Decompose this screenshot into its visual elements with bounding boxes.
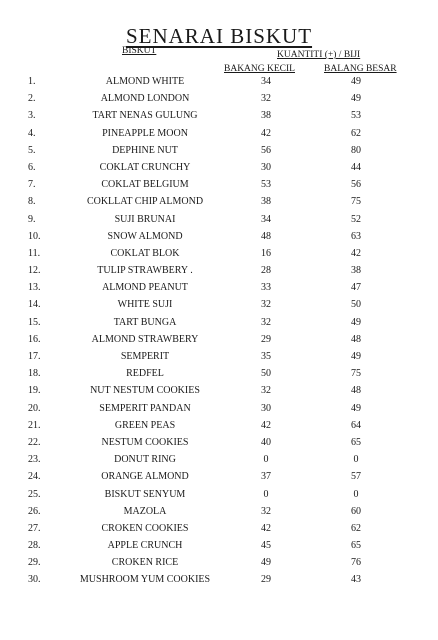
table-row <box>0 125 438 142</box>
table-row <box>0 486 438 503</box>
biscuit-name: APPLE CRUNCH <box>107 540 183 552</box>
quantity-balang-besar: 0 <box>353 454 359 466</box>
biscuit-name: MAZOLA <box>123 505 167 517</box>
row-number: 12. <box>28 265 41 277</box>
quantity-balang-besar: 60 <box>351 505 361 517</box>
quantity-bakang-kecil: 29 <box>261 574 271 586</box>
biscuit-name: TART BUNGA <box>113 316 177 328</box>
biscuit-name: TULIP STRAWBERY . <box>97 265 193 277</box>
row-number: 20. <box>28 402 41 414</box>
row-number: 5. <box>28 144 36 156</box>
table-row <box>0 73 438 90</box>
quantity-bakang-kecil: 45 <box>261 540 271 552</box>
biscuit-name: COKLAT BLOK <box>110 247 180 259</box>
table-row <box>0 348 438 365</box>
row-number: 6. <box>28 161 36 173</box>
row-number: 11. <box>28 247 41 259</box>
quantity-balang-besar: 44 <box>351 161 361 173</box>
quantity-balang-besar: 48 <box>351 333 361 345</box>
quantity-balang-besar: 49 <box>351 351 361 362</box>
quantity-balang-besar: 0 <box>353 488 359 500</box>
quantity-bakang-kecil: 30 <box>261 402 271 414</box>
table-row <box>0 365 438 382</box>
quantity-bakang-kecil: 33 <box>261 282 271 294</box>
row-number: 3. <box>28 110 36 122</box>
biscuit-name: TART NENAS GULUNG <box>92 110 198 122</box>
quantity-balang-besar: 53 <box>351 110 361 122</box>
quantity-bakang-kecil: 53 <box>261 179 271 191</box>
table-row <box>0 245 438 262</box>
quantity-balang-besar: 65 <box>351 436 361 448</box>
row-number: 1. <box>28 76 36 87</box>
quantity-balang-besar: 49 <box>351 402 361 414</box>
row-number: 18. <box>28 368 41 380</box>
table-row <box>0 176 438 193</box>
biscuit-name: ALMOND PEANUT <box>102 282 188 294</box>
quantity-bakang-kecil: 38 <box>261 110 271 122</box>
biscuit-name: REDFEL <box>126 368 164 380</box>
table-row <box>0 314 438 331</box>
table-row <box>0 211 438 228</box>
table-row <box>0 520 438 537</box>
biscuit-name: DONUT RING <box>114 454 176 466</box>
row-number: 27. <box>28 522 41 534</box>
quantity-balang-besar: 52 <box>351 213 361 225</box>
biscuit-name: PINEAPPLE MOON <box>102 127 188 139</box>
quantity-bakang-kecil: 32 <box>261 385 271 397</box>
quantity-bakang-kecil: 56 <box>261 144 271 156</box>
table-row <box>0 434 438 451</box>
quantity-balang-besar: 62 <box>351 127 361 139</box>
quantity-balang-besar: 75 <box>351 196 361 208</box>
quantity-bakang-kecil: 0 <box>263 488 269 500</box>
quantity-bakang-kecil: 49 <box>261 557 271 569</box>
table-row <box>0 142 438 159</box>
biscuit-name: COKLAT BELGIUM <box>101 179 189 191</box>
row-number: 9. <box>28 213 36 225</box>
row-number: 16. <box>28 333 41 345</box>
biscuit-name: COKLAT CRUNCHY <box>99 161 191 173</box>
quantity-balang-besar: 57 <box>351 471 361 483</box>
table-row <box>0 279 438 296</box>
row-number: 7. <box>28 179 36 191</box>
quantity-balang-besar: 64 <box>351 419 361 431</box>
row-number: 19. <box>28 385 41 397</box>
biscuit-name: GREEN PEAS <box>114 419 176 431</box>
row-number: 10. <box>28 230 41 242</box>
quantity-balang-besar: 75 <box>351 368 361 380</box>
row-number: 28. <box>28 540 41 552</box>
table-row <box>0 228 438 245</box>
column-header-kuantiti: KUANTITI (+) / BIJI <box>277 50 361 60</box>
table-row <box>0 537 438 554</box>
quantity-balang-besar: 38 <box>351 265 361 277</box>
quantity-bakang-kecil: 16 <box>261 247 271 259</box>
row-number: 17. <box>28 351 41 362</box>
row-number: 25. <box>28 488 41 500</box>
biscuit-name: BISKUT SENYUM <box>104 488 186 500</box>
page-title: SENARAI BISKUT <box>125 24 313 48</box>
column-header-biskut: BISKUT <box>122 46 157 56</box>
quantity-bakang-kecil: 32 <box>261 505 271 517</box>
table-row <box>0 193 438 210</box>
biscuit-name: SEMPERIT <box>120 351 170 362</box>
quantity-balang-besar: 80 <box>351 144 361 156</box>
quantity-balang-besar: 50 <box>351 299 361 311</box>
quantity-bakang-kecil: 42 <box>261 522 271 534</box>
quantity-bakang-kecil: 40 <box>261 436 271 448</box>
row-number: 8. <box>28 196 36 208</box>
row-number: 14. <box>28 299 41 311</box>
table-row <box>0 296 438 313</box>
table-row <box>0 554 438 571</box>
column-header-balang-besar: BALANG BESAR <box>324 64 397 74</box>
quantity-bakang-kecil: 32 <box>261 299 271 311</box>
quantity-bakang-kecil: 38 <box>261 196 271 208</box>
biscuit-name: MUSHROOM YUM COOKIES <box>79 574 211 586</box>
quantity-bakang-kecil: 0 <box>263 454 269 466</box>
row-number: 23. <box>28 454 41 466</box>
table-row <box>0 451 438 468</box>
quantity-balang-besar: 76 <box>351 557 361 569</box>
quantity-balang-besar: 49 <box>351 93 361 105</box>
quantity-balang-besar: 47 <box>351 282 361 294</box>
quantity-balang-besar: 43 <box>351 574 361 586</box>
table-row <box>0 417 438 434</box>
biscuit-name: SUJI BRUNAI <box>114 213 176 225</box>
biscuit-name: ORANGE ALMOND <box>101 471 189 483</box>
biscuit-name: ALMOND WHITE <box>105 76 185 87</box>
table-row <box>0 262 438 279</box>
row-number: 13. <box>28 282 41 294</box>
row-number: 26. <box>28 505 41 517</box>
quantity-balang-besar: 48 <box>351 385 361 397</box>
quantity-balang-besar: 65 <box>351 540 361 552</box>
row-number: 29. <box>28 557 41 569</box>
quantity-balang-besar: 42 <box>351 247 361 259</box>
quantity-bakang-kecil: 42 <box>261 419 271 431</box>
biscuit-name: CROKEN COOKIES <box>101 522 189 534</box>
table-row <box>0 571 438 588</box>
quantity-bakang-kecil: 29 <box>261 333 271 345</box>
row-number: 24. <box>28 471 41 483</box>
row-number: 2. <box>28 93 36 105</box>
quantity-balang-besar: 56 <box>351 179 361 191</box>
table-row <box>0 382 438 399</box>
table-row <box>0 400 438 417</box>
quantity-balang-besar: 49 <box>351 76 361 87</box>
table-row <box>0 159 438 176</box>
quantity-bakang-kecil: 37 <box>261 471 271 483</box>
biscuit-name: NUT NESTUM COOKIES <box>90 385 200 397</box>
biscuit-name: ALMOND STRAWBERY <box>91 333 199 345</box>
biscuit-name: COKLLAT CHIP ALMOND <box>86 196 204 208</box>
biscuit-name: SNOW ALMOND <box>107 230 183 242</box>
table-row <box>0 107 438 124</box>
row-number: 22. <box>28 436 41 448</box>
table-row <box>0 90 438 107</box>
biscuit-name: WHITE SUJI <box>117 299 173 311</box>
quantity-bakang-kecil: 48 <box>261 230 271 242</box>
biscuit-name: ALMOND LONDON <box>100 93 190 105</box>
quantity-bakang-kecil: 42 <box>261 127 271 139</box>
row-number: 21. <box>28 419 41 431</box>
quantity-bakang-kecil: 34 <box>261 76 271 87</box>
quantity-bakang-kecil: 35 <box>261 351 271 362</box>
row-number: 30. <box>28 574 41 586</box>
biscuit-list <box>0 73 438 589</box>
table-row <box>0 503 438 520</box>
biscuit-name: CROKEN RICE <box>111 557 179 569</box>
biscuit-name: SEMPERIT PANDAN <box>99 402 191 414</box>
table-row <box>0 331 438 348</box>
row-number: 15. <box>28 316 41 328</box>
biscuit-name: DEPHINE NUT <box>112 144 178 156</box>
quantity-bakang-kecil: 50 <box>261 368 271 380</box>
quantity-balang-besar: 62 <box>351 522 361 534</box>
quantity-bakang-kecil: 28 <box>261 265 271 277</box>
row-number: 4. <box>28 127 36 139</box>
quantity-balang-besar: 63 <box>351 230 361 242</box>
quantity-bakang-kecil: 34 <box>261 213 271 225</box>
table-row <box>0 468 438 485</box>
biscuit-name: NESTUM COOKIES <box>101 436 189 448</box>
quantity-bakang-kecil: 32 <box>261 316 271 328</box>
quantity-balang-besar: 49 <box>351 316 361 328</box>
column-header-bakang-kecil: BAKANG KECIL <box>224 64 295 74</box>
quantity-bakang-kecil: 32 <box>261 93 271 105</box>
quantity-bakang-kecil: 30 <box>261 161 271 173</box>
